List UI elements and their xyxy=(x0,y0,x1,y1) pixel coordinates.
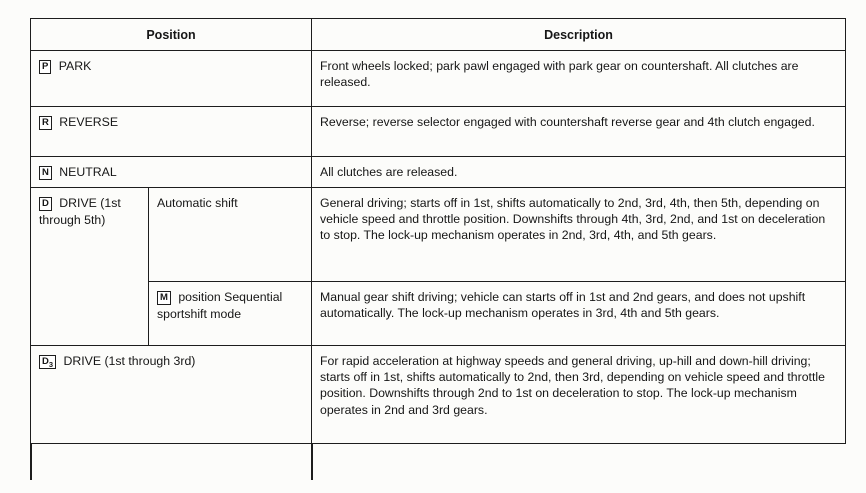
description-column-header: Description xyxy=(312,19,846,51)
position-cell-drive3 xyxy=(31,346,312,444)
gear-badge-drive5: D xyxy=(39,197,52,211)
position-label-park: PARK xyxy=(58,59,92,73)
gear-badge-m-position: M xyxy=(157,291,171,305)
table-row-drive5-sportshift xyxy=(31,282,846,346)
table-row-drive3 xyxy=(31,346,846,444)
gear-badge-neutral: N xyxy=(39,166,52,180)
position-cell-park xyxy=(31,51,312,107)
table-row-neutral xyxy=(31,157,846,188)
position-label-drive5: DRIVE (1st through 5th) xyxy=(39,196,121,227)
description-cell-reverse: Reverse; reverse selector engaged with countershaft reverse gear and 4th clutch engaged. xyxy=(312,107,846,157)
mode-label-automatic-shift: Automatic shift xyxy=(157,196,238,210)
position-cell-reverse xyxy=(31,107,312,157)
header-row xyxy=(31,19,846,51)
position-cell-drive5 xyxy=(31,188,149,346)
mode-cell-automatic-shift xyxy=(149,188,312,282)
position-label-drive3: DRIVE (1st through 3rd) xyxy=(63,354,196,368)
table-continuation xyxy=(30,444,845,480)
gear-badge-park: P xyxy=(39,60,51,74)
gear-position-table xyxy=(30,18,845,480)
description-cell-neutral: All clutches are released. xyxy=(312,157,846,188)
table-row-park xyxy=(31,51,846,107)
position-column-header: Position xyxy=(31,19,312,51)
position-cell-neutral xyxy=(31,157,312,188)
gear-badge-drive3: $D_3$ xyxy=(39,355,56,369)
position-label-neutral: NEUTRAL xyxy=(59,165,117,179)
description-cell-drive3: For rapid acceleration at highway speeds and general driving, up-hill and down-hill driving; starts off in 1st, shifts automatically to 2nd, then 3rd, depending on vehicle speed and throttle position. Downshifts through 2nd to 1st on deceleration to stop. The lock-up mechanism operates in 2nd and 3rd gears. xyxy=(312,346,846,444)
shift-position-table xyxy=(30,18,846,444)
description-cell-park: Front wheels locked; park pawl engaged with park gear on countershaft. All clutches are released. xyxy=(312,51,846,107)
table-left-border-continuation xyxy=(30,444,32,480)
column-divider-continuation xyxy=(311,444,313,480)
mode-cell-sportshift xyxy=(149,282,312,346)
table-row-drive5-automatic xyxy=(31,188,846,282)
position-label-reverse: REVERSE xyxy=(59,115,119,129)
table-row-reverse xyxy=(31,107,846,157)
gear-badge-reverse: R xyxy=(39,116,52,130)
description-cell-drive5-automatic: General driving; starts off in 1st, shifts automatically to 2nd, 3rd, 4th, then 5th, depending on vehicle speed and throttle position. Downshifts through 4th, 3rd, 2nd, and 1st on deceleration to stop. The lock-up mechanism operates in 2nd, 3rd, 4th, and 5th gears. xyxy=(312,188,846,282)
mode-label-sportshift: position Sequential sportshift mode xyxy=(157,290,283,321)
description-cell-drive5-sportshift: Manual gear shift driving; vehicle can starts off in 1st and 2nd gears, and does not upshift automatically. The lock-up mechanism operates in 3rd, 4th and 5th gears. xyxy=(312,282,846,346)
